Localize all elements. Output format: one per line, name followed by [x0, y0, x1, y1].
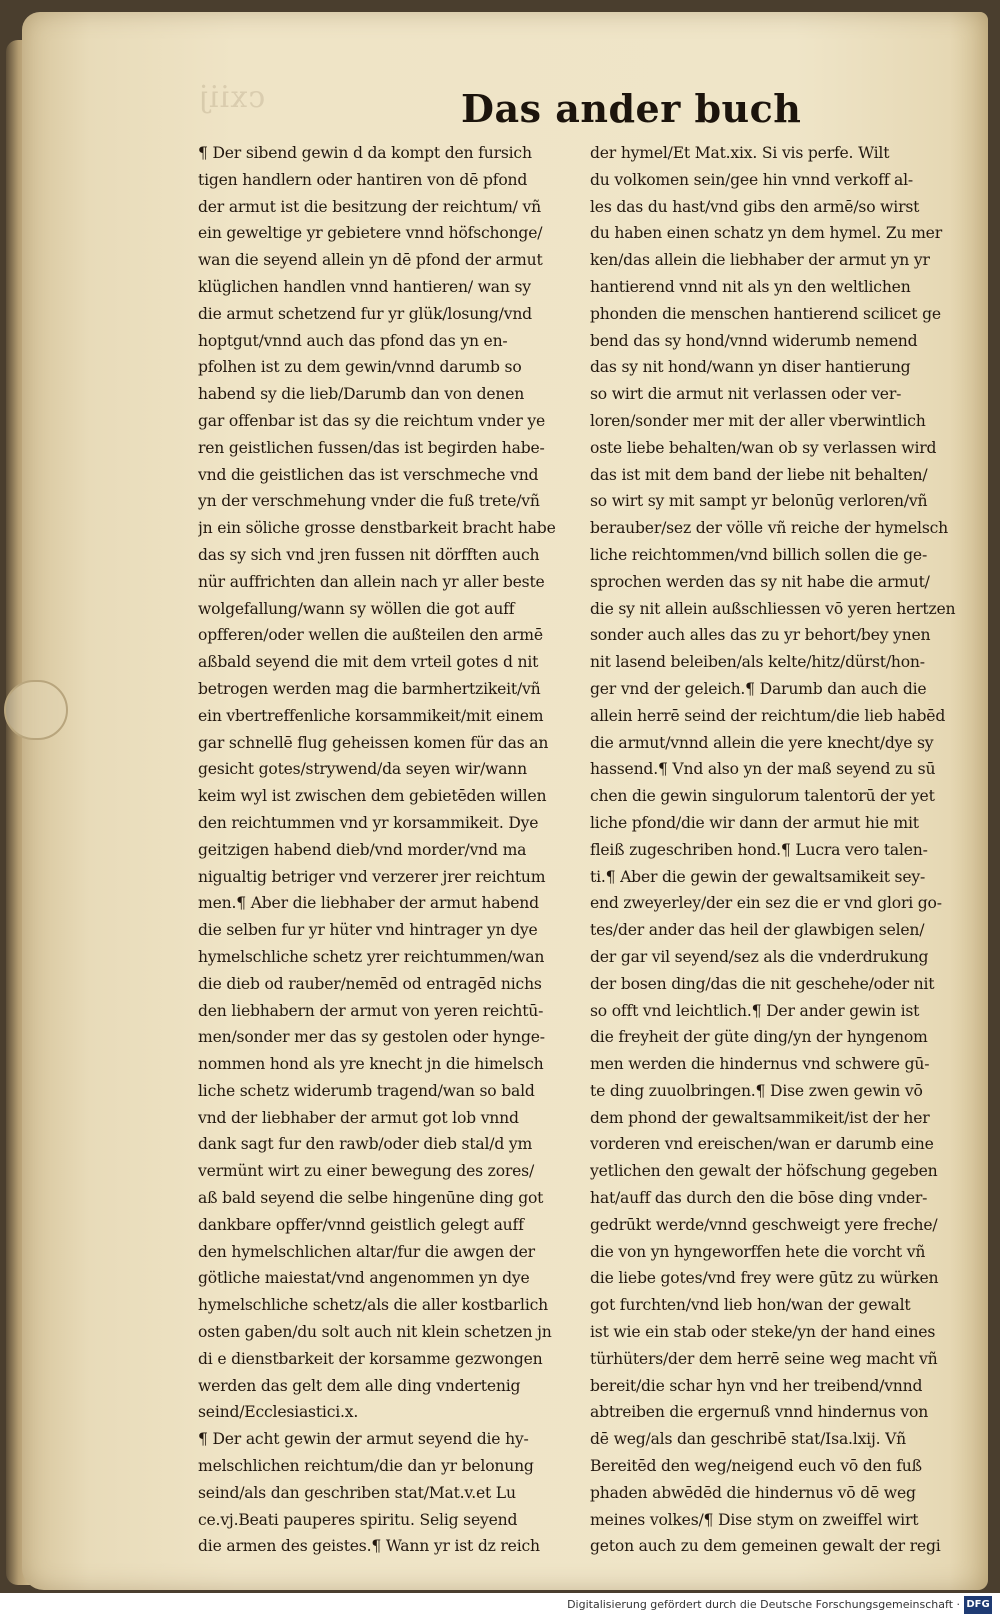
text-line: die armut schetzend fur yr glük/losung/vnd — [198, 304, 532, 323]
text-line: dem phond der gewaltsammikeit/ist der her — [590, 1108, 930, 1127]
text-line: den reichtummen vnd yr korsammikeit. Dye — [198, 813, 539, 832]
text-column-left — [198, 140, 564, 1560]
footer-bar — [0, 1593, 1000, 1619]
text-line: hoptgut/vnnd auch das pfond das yn en- — [198, 331, 508, 350]
text-line: gesicht gotes/strywend/da seyen wir/wann — [198, 760, 527, 779]
text-line: geitzigen habend dieb/vnd morder/vnd ma — [198, 840, 527, 859]
text-line: seind/als dan geschriben stat/Mat.v.et Lu — [198, 1483, 516, 1502]
text-line: aß bald seyend die selbe hingenūne ding got — [198, 1189, 544, 1208]
text-line: liche reichtommen/vnd billich sollen die ge- — [590, 545, 928, 564]
text-line: klüglichen handlen vnnd hantieren/ wan sy — [198, 277, 531, 296]
text-line: gar offenbar ist das sy die reichtum vnder ye — [198, 411, 545, 430]
text-line: nigualtig betriger vnd verzerer jrer reichtum — [198, 867, 546, 886]
text-line: die armen des geistes.¶ Wann yr ist dz reich — [198, 1537, 540, 1556]
footer-credit: Digitalisierung gefördert durch die Deutsche Forschungsgemeinschaft · — [567, 1598, 960, 1611]
text-line: liche pfond/die wir dann der armut hie mit — [590, 813, 919, 832]
text-line: ¶ Der acht gewin der armut seyend die hy- — [198, 1430, 529, 1449]
text-line: der hymel/Et Mat.xix. Si vis perfe. Wilt — [590, 144, 890, 162]
text-line: men werden die hindernus vnd schwere gū- — [590, 1055, 930, 1074]
text-line: die dieb od rauber/nemēd od entragēd nichs — [198, 974, 542, 993]
text-line: te ding zuuolbringen.¶ Dise zwen gewin vō — [590, 1081, 923, 1100]
text-line: türhüters/der dem herrē seine weg macht vñ — [590, 1349, 938, 1368]
text-line: sprochen werden das sy nit habe die armut/ — [590, 572, 930, 591]
text-line: der armut ist die besitzung der reichtum/ vñ — [198, 197, 541, 216]
text-line: bereit/die schar hyn vnd her treibend/vnnd — [590, 1376, 923, 1395]
text-line: hymelschliche schetz/als die aller kostbarlich — [198, 1296, 549, 1315]
text-line: jn ein söliche grosse denstbarkeit bracht habe — [198, 519, 556, 538]
text-line: hymelschliche schetz yrer reichtummen/wan — [198, 947, 545, 966]
text-line: ein vbertreffenliche korsammikeit/mit einem — [198, 706, 544, 725]
text-line: ist wie ein stab oder steke/yn der hand eines — [590, 1323, 936, 1342]
text-line: liche schetz widerumb tragend/wan so bald — [198, 1081, 535, 1100]
text-line: so wirt sy mit sampt yr belonūg verloren/vñ — [590, 492, 928, 511]
text-line: die armut/vnnd allein die yere knecht/dye sy — [590, 733, 934, 752]
text-line: den hymelschlichen altar/fur die awgen der — [198, 1242, 535, 1261]
text-line: nit lasend beleiben/als kelte/hitz/dürst/hon- — [590, 653, 925, 672]
text-line: tes/der ander das heil der glawbigen selen/ — [590, 921, 925, 940]
text-line: opfferen/oder wellen die außteilen den armē — [198, 626, 543, 645]
text-line: yetlichen den gewalt der höfschung gegeben — [590, 1162, 938, 1181]
text-line: tigen handlern oder hantiren von dē pfond — [198, 170, 528, 189]
text-line: du volkomen sein/gee hin vnnd verkoff al- — [590, 170, 913, 189]
text-line: dankbare opffer/vnnd geistlich gelegt auff — [198, 1215, 524, 1234]
text-line: abtreiben die ergernuß vnnd hindernus von — [590, 1403, 929, 1422]
text-line: loren/sonder mer mit der aller vberwintlich — [590, 411, 926, 430]
show-through-page-number: cxiij — [198, 80, 266, 115]
text-line: ein geweltige yr gebietere vnnd höfschonge/ — [198, 224, 543, 243]
text-line: men/sonder mer das sy gestolen oder hynge- — [198, 1028, 545, 1047]
text-line: vorderen vnd ereischen/wan er darumb eine — [590, 1135, 934, 1154]
text-line: du haben einen schatz yn dem hymel. Zu mer — [590, 224, 942, 243]
text-line: hat/auff das durch den die bōse ding vnder- — [590, 1189, 928, 1208]
text-column-right — [590, 140, 958, 1560]
text-line: seind/Ecclesiastici.x. — [198, 1403, 359, 1422]
text-line: les das du hast/vnd gibs den armē/so wirst — [590, 197, 920, 216]
text-line: ren geistlichen fussen/das ist begirden habe- — [198, 438, 545, 457]
text-line: das ist mit dem band der liebe nit behalten/ — [590, 465, 928, 484]
text-line: habend sy die lieb/Darumb dan von denen — [198, 385, 525, 404]
text-line: götliche maiestat/vnd angenommen yn dye — [198, 1269, 530, 1288]
text-line: das sy nit hond/wann yn diser hantierung — [590, 358, 911, 377]
text-line: gedrūkt werde/vnnd geschweigt yere freche/ — [590, 1215, 938, 1234]
text-line: gar schnellē flug geheissen komen für das an — [198, 733, 549, 752]
text-line: die freyheit der güte ding/yn der hyngenom — [590, 1028, 928, 1047]
dfg-logo: DFG — [964, 1596, 992, 1614]
text-line: ken/das allein die liebhaber der armut yn yr — [590, 251, 930, 270]
text-line: bend das sy hond/vnnd widerumb nemend — [590, 331, 918, 350]
text-line: men.¶ Aber die liebhaber der armut habend — [198, 894, 539, 913]
text-line: wolgefallung/wann sy wöllen die got auff — [198, 599, 515, 618]
text-line: der bosen ding/das die nit geschehe/oder nit — [590, 974, 935, 993]
text-line: so wirt die armut nit verlassen oder ver- — [590, 385, 902, 404]
text-line: der gar vil seyend/sez als die vnderdrukung — [590, 947, 929, 966]
text-line: phonden die menschen hantierend scilicet ge — [590, 304, 941, 323]
text-line: got furchten/vnd lieb hon/wan der gewalt — [590, 1296, 911, 1315]
text-line: ti.¶ Aber die gewin der gewaltsamikeit sey- — [590, 867, 926, 886]
text-line: geton auch zu dem gemeinen gewalt der regi — [590, 1537, 941, 1556]
text-line: ce.vj.Beati pauperes spiritu. Selig seyend — [198, 1510, 518, 1529]
text-line: fleiß zugeschriben hond.¶ Lucra vero talen- — [590, 840, 928, 859]
text-line: pfolhen ist zu dem gewin/vnnd darumb so — [198, 358, 522, 377]
text-line: allein herrē seind der reichtum/die lieb habēd — [590, 706, 946, 725]
text-line: das sy sich vnd jren fussen nit dörfften auch — [198, 545, 540, 564]
text-line: so offt vnd leichtlich.¶ Der ander gewin ist — [590, 1001, 920, 1020]
text-line: den liebhabern der armut von yeren reichtū- — [198, 1001, 544, 1020]
text-line: dank sagt fur den rawb/oder dieb stal/d ym — [198, 1135, 533, 1154]
text-line: phaden abwēdēd die hindernus vō dē weg — [590, 1483, 916, 1502]
text-line: keim wyl ist zwischen dem gebietēden willen — [198, 787, 547, 806]
running-heading: Das ander buch — [461, 86, 802, 131]
text-line: berauber/sez der völle vñ reiche der hymelsch — [590, 519, 949, 538]
text-line: die von yn hyngeworffen hete die vorcht vñ — [590, 1242, 926, 1261]
page-tab-marker — [4, 680, 68, 740]
text-line: chen die gewin singulorum talentorū der yet — [590, 787, 935, 806]
text-line: wan die seyend allein yn dē pfond der armut — [198, 251, 543, 270]
text-line: die liebe gotes/vnd frey were gūtz zu würken — [590, 1269, 939, 1288]
text-line: end zweyerley/der ein sez die er vnd glori go- — [590, 894, 942, 913]
text-line: meines volkes/¶ Dise stym on zweiffel wirt — [590, 1510, 919, 1529]
text-line: osten gaben/du solt auch nit klein schetzen jn — [198, 1323, 552, 1342]
text-line: die sy nit allein außschliessen vō yeren hertzen — [590, 599, 956, 618]
text-line: ¶ Der sibend gewin d da kompt den fursich — [198, 144, 532, 162]
text-line: vnd der liebhaber der armut got lob vnnd — [198, 1108, 519, 1127]
text-line: hassend.¶ Vnd also yn der maß seyend zu sū — [590, 760, 936, 779]
text-line: di e dienstbarkeit der korsamme gezwongen — [198, 1349, 543, 1368]
text-line: hantierend vnnd nit als yn den weltlichen — [590, 277, 911, 296]
text-line: nür auffrichten dan allein nach yr aller beste — [198, 572, 545, 591]
text-line: aßbald seyend die mit dem vrteil gotes d nit — [198, 653, 539, 672]
text-line: sonder auch alles das zu yr behort/bey ynen — [590, 626, 931, 645]
text-line: werden das gelt dem alle ding vndertenig — [198, 1376, 521, 1395]
text-line: oste liebe behalten/wan ob sy verlassen wird — [590, 438, 937, 457]
text-line: dē weg/als dan geschribē stat/Isa.lxij. Vñ — [590, 1430, 907, 1449]
text-line: melschlichen reichtum/die dan yr belonung — [198, 1457, 534, 1476]
text-line: vermünt wirt zu einer bewegung des zores/ — [198, 1162, 535, 1181]
text-line: betrogen werden mag die barmhertzikeit/vñ — [198, 679, 541, 698]
text-line: Bereitēd den weg/neigend euch vō den fuß — [590, 1457, 922, 1476]
text-line: nommen hond als yre knecht jn die himelsch — [198, 1055, 544, 1074]
text-line: yn der verschmehung vnder die fuß trete/vñ — [198, 492, 540, 511]
text-line: ger vnd der geleich.¶ Darumb dan auch die — [590, 679, 927, 698]
text-line: vnd die geistlichen das ist verschmeche vnd — [198, 465, 539, 484]
text-line: die selben fur yr hüter vnd hintrager yn dye — [198, 921, 538, 940]
